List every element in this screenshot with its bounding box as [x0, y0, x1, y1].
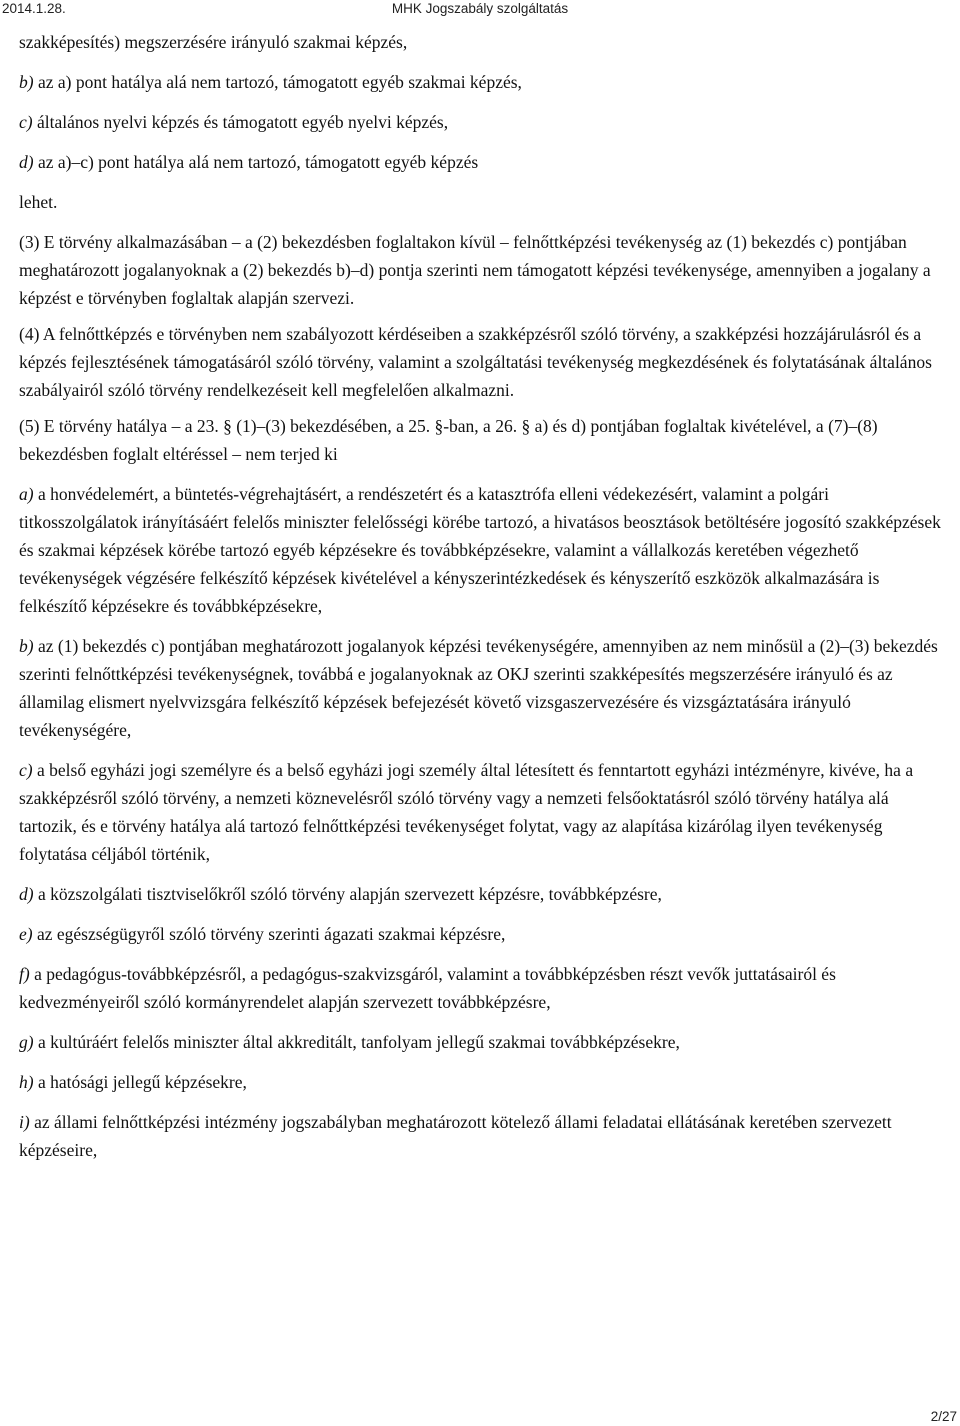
point-g: g) a kultúráért felelős miniszter által akkreditált, tanfolyam jellegű szakmai továbbképzésekre, [19, 1032, 680, 1052]
point-e: e) az egészségügyről szóló törvény szerinti ágazati szakmai képzésre, [19, 924, 506, 944]
point-b: b) az (1) bekezdés c) pontjában meghatározott jogalanyok képzési tevékenységére, amennyiben az nem minősül a (2)–(3) bekezdés szerinti felnőttképzési tevékenységnek, továbbá e jogalanyoknak az OKJ szerinti szakképesítés megszerzésére irányuló és az államilag elismert nyelvvizsgára felkészítő képzések befejezését követő vizsgaszervezésére és vizsgáztatására irányuló tevékenységére, [19, 636, 938, 740]
paragraph-d: d) az a)–c) pont hatálya alá nem tartozó, támogatott egyéb képzés [19, 152, 479, 172]
point-i: i) az állami felnőttképzési intézmény jogszabályban meghatározott kötelező állami feladatai ellátásának keretében szervezett képzéseire, [19, 1112, 892, 1160]
point-f: f) a pedagógus-továbbképzésről, a pedagógus-szakvizsgáról, valamint a továbbképzésben részt vevők juttatásairól és kedvezményeiről szóló kormányrendelet alapján szervezett továbbképzésre, [19, 964, 836, 1012]
point-h: h) a hatósági jellegű képzésekre, [19, 1072, 247, 1092]
print-date: 2014.1.28. [2, 1, 66, 16]
page-number: 2/27 [930, 1409, 957, 1424]
point-d: d) a közszolgálati tisztviselőkről szóló törvény alapján szervezett képzésre, továbbképzésre, [19, 884, 662, 904]
paragraph-c: c) általános nyelvi képzés és támogatott egyéb nyelvi képzés, [19, 112, 449, 132]
paragraph-5: (5) E törvény hatálya – a 23. § (1)–(3) bekezdésében, a 25. §-ban, a 26. § a) és d) pontjában foglaltak kivételével, a (7)–(8) bekezdésben foglalt eltéréssel – nem terjed ki [19, 416, 878, 464]
paragraph-lehet: lehet. [19, 192, 58, 212]
paragraph-4: (4) A felnőttképzés e törvényben nem szabályozott kérdéseiben a szakképzésről szóló törvény, a szakképzési hozzájárulásról és a képzés fejlesztésének támogatásáról szóló törvény, valamint a szolgáltatási tevékenység megkezdésének és folytatásának általános szabályairól szóló törvény rendelkezéseit kell megfelelően alkalmazni. [19, 324, 932, 400]
paragraph-continuation: szakképesítés) megszerzésére irányuló szakmai képzés, [19, 32, 408, 52]
law-text [19, 28, 949, 1176]
point-a: a) a honvédelemért, a büntetés-végrehajtásért, a rendészetért és a katasztrófa elleni védekezésért, valamint a polgári titkosszolgálatok irányításáért felelős miniszter felelősségi körébe tartozó, a hivatásos beosztások betöltésére jogosító szakképzések és szakmai képzések körébe tartozó egyéb képzésekre és továbbképzésekre, valamint a vállalkozás keretében végezhető tevékenységek végzésére felkészítő képzések kivételével a kényszerintézkedések és kényszerítő eszközök alkalmazására is felkészítő képzésekre és továbbképzésekre, [19, 484, 941, 616]
print-title: MHK Jogszabály szolgáltatás [391, 1, 569, 16]
paragraph-3: (3) E törvény alkalmazásában – a (2) bekezdésben foglaltakon kívül – felnőttképzési tevékenység az (1) bekezdés c) pontjában meghatározott jogalanyoknak a (2) bekezdés b)–d) pontja szerinti nem támogatott képzési tevékenysége, amennyiben a jogalany a képzést e törvényben foglaltak alapján szervezi. [19, 232, 931, 308]
point-c: c) a belső egyházi jogi személyre és a belső egyházi jogi személy által létesített és fenntartott egyházi intézményre, kivéve, ha a szakképzésről szóló törvény, a nemzeti köznevelésről szóló törvény vagy a nemzeti felsőoktatásról szóló törvény hatálya alá tartozik, és e törvény hatálya alá tartozó felnőttképzési tevékenységet folytat, vagy az alapítása kizárólag ilyen tevékenység folytatása céljából történik, [19, 760, 914, 864]
paragraph-b: b) az a) pont hatálya alá nem tartozó, támogatott egyéb szakmai képzés, [19, 72, 522, 92]
